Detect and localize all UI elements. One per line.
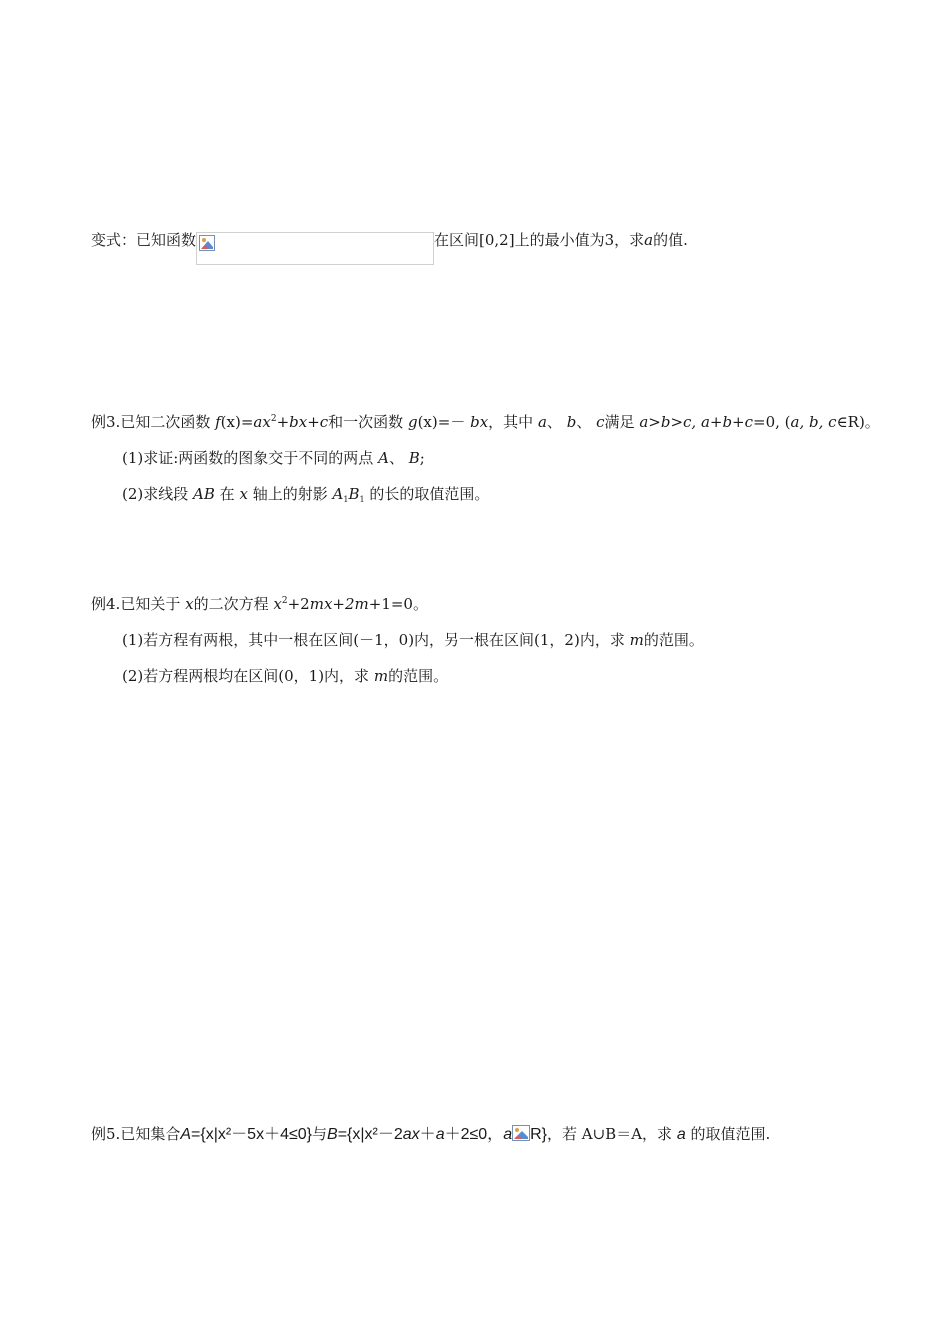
- example-5-label: 例5.: [91, 1125, 121, 1143]
- text: a: [435, 1126, 445, 1143]
- variant-prefix: 变式：已知函数: [91, 231, 197, 249]
- text: ＋: [419, 1126, 436, 1143]
- text: =0, (: [753, 413, 791, 431]
- example-3-question-1: [122, 448, 425, 468]
- text: AB: [193, 485, 215, 503]
- text: 、: [576, 413, 592, 431]
- exponent: 2: [270, 414, 277, 424]
- subscript: 1: [343, 495, 349, 504]
- text: ax: [402, 1126, 420, 1143]
- text: 在: [219, 485, 235, 503]
- text: a: [503, 1126, 513, 1143]
- example-3-question-2: [122, 484, 489, 504]
- text: (x): [220, 413, 241, 431]
- subscript: 1: [359, 495, 365, 504]
- text: a: [537, 413, 547, 431]
- text: ;: [419, 449, 425, 467]
- text: (2)求线段: [122, 485, 189, 503]
- text: (1)求证:两函数的图象交于不同的两点: [122, 449, 374, 467]
- text: 满足: [604, 413, 635, 431]
- text: B: [348, 485, 360, 503]
- set-a-definition: ={x|x²－5x＋4≤0}: [191, 1126, 312, 1143]
- text: ，其中: [488, 413, 534, 431]
- formula-image-placeholder: [196, 232, 434, 265]
- condition: a>b>c, a+b+c: [639, 413, 754, 431]
- text: 、: [546, 413, 562, 431]
- text: 已知二次函数: [120, 413, 211, 431]
- example-4-label: 例4.: [91, 595, 121, 613]
- text: 的取值范围.: [690, 1125, 771, 1143]
- set-b: B: [327, 1126, 338, 1143]
- variant-suffix: 在区间[0,2]上的最小值为3，求: [434, 231, 645, 249]
- text: ，若 A∪B＝A，求: [547, 1125, 673, 1143]
- text: R}: [530, 1126, 547, 1143]
- text: +1=0。: [368, 595, 428, 613]
- text: 已知关于: [120, 595, 181, 613]
- text: x: [239, 485, 248, 503]
- text: A: [378, 449, 389, 467]
- example-4-question-1: [122, 630, 704, 650]
- example-3-statement: [91, 412, 880, 432]
- text: 的长的取值范围。: [369, 485, 490, 503]
- text: 的范围。: [643, 631, 704, 649]
- text: 的范围。: [388, 667, 449, 685]
- text: +2: [287, 595, 310, 613]
- text: B: [408, 449, 420, 467]
- text: m: [309, 595, 324, 613]
- example-4-question-2: [122, 666, 448, 686]
- text: bx: [470, 413, 489, 431]
- text: m: [629, 631, 644, 649]
- text: 与: [312, 1125, 328, 1143]
- text: m: [373, 667, 389, 685]
- text: 和一次函数: [328, 413, 404, 431]
- text: +bx+c: [276, 413, 329, 431]
- text: (1)若方程有两根，其中一根在区间(－1，0)内，另一根在区间(1，2)内，求: [122, 631, 625, 649]
- text: x: [185, 595, 194, 613]
- text: 的二次方程: [193, 595, 269, 613]
- set-a: A: [180, 1126, 191, 1143]
- variant-end: 的值.: [653, 231, 688, 249]
- broken-image-icon: [199, 235, 215, 251]
- text: =: [240, 413, 254, 431]
- text: x: [273, 595, 282, 613]
- text: 轴上的射影: [252, 485, 328, 503]
- text: c: [596, 413, 605, 431]
- variant-problem: [91, 230, 688, 265]
- text: (x): [417, 413, 438, 431]
- example-5-statement: [91, 1124, 770, 1145]
- text: b: [566, 413, 577, 431]
- text: a, b, c: [790, 413, 837, 431]
- text: ax: [253, 413, 271, 431]
- example-4-statement: [91, 594, 428, 614]
- text: m: [354, 595, 369, 613]
- text: ∈R)。: [836, 413, 880, 431]
- text: =－: [437, 413, 466, 431]
- exponent: 2: [281, 596, 288, 606]
- function-g: g: [407, 413, 418, 431]
- example-3-label: 例3.: [91, 413, 121, 431]
- function-f: f: [215, 413, 221, 431]
- text: x+2: [323, 595, 355, 613]
- text: 已知集合: [120, 1125, 181, 1143]
- text: a: [676, 1126, 686, 1143]
- text: 、: [388, 449, 404, 467]
- text: (2)若方程两根均在区间(0，1)内，求: [122, 667, 370, 685]
- text: ={x|x²－2: [337, 1126, 403, 1143]
- variable-a: a: [644, 231, 654, 249]
- text: ＋2≤0，: [444, 1126, 504, 1143]
- broken-image-icon: [512, 1125, 530, 1141]
- text: A: [332, 485, 344, 503]
